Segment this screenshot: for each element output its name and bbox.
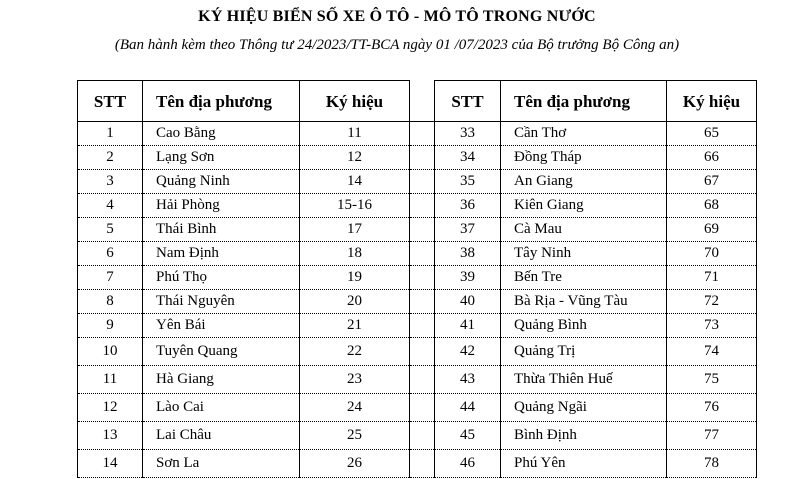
cell-code-right: 78 [667, 450, 757, 478]
cell-stt-right: 45 [435, 422, 501, 450]
cell-stt-right: 44 [435, 394, 501, 422]
column-gap-cell [410, 366, 435, 394]
column-gap-cell [410, 122, 435, 146]
cell-code-left: 17 [300, 218, 410, 242]
cell-name-left: Hải Phòng [143, 194, 300, 218]
cell-stt-right: 33 [435, 122, 501, 146]
cell-name-right: Bà Rịa - Vũng Tàu [501, 290, 667, 314]
column-gap-cell [410, 266, 435, 290]
cell-stt-left: 1 [78, 122, 143, 146]
column-gap-cell [410, 194, 435, 218]
header-stt-right: STT [435, 81, 501, 122]
cell-code-right: 77 [667, 422, 757, 450]
cell-code-left: 19 [300, 266, 410, 290]
cell-stt-left: 11 [78, 366, 143, 394]
cell-stt-right: 37 [435, 218, 501, 242]
column-gap [410, 81, 435, 122]
cell-name-right: Phú Yên [501, 450, 667, 478]
cell-code-left: 25 [300, 422, 410, 450]
cell-name-left: Yên Bái [143, 314, 300, 338]
table-row [78, 266, 757, 290]
cell-code-left: 11 [300, 122, 410, 146]
cell-code-left: 26 [300, 450, 410, 478]
column-gap-cell [410, 218, 435, 242]
cell-code-left: 15-16 [300, 194, 410, 218]
cell-code-right: 75 [667, 366, 757, 394]
cell-name-left: Phú Thọ [143, 266, 300, 290]
header-code-right: Ký hiệu [667, 81, 757, 122]
cell-stt-right: 46 [435, 450, 501, 478]
cell-stt-right: 34 [435, 146, 501, 170]
column-gap-cell [410, 290, 435, 314]
header-code-left: Ký hiệu [300, 81, 410, 122]
cell-name-right: Cà Mau [501, 218, 667, 242]
column-gap-cell [410, 314, 435, 338]
column-gap-cell [410, 146, 435, 170]
cell-code-right: 72 [667, 290, 757, 314]
cell-stt-left: 6 [78, 242, 143, 266]
table-row [78, 146, 757, 170]
cell-stt-right: 36 [435, 194, 501, 218]
cell-name-right: Bến Tre [501, 266, 667, 290]
cell-code-right: 73 [667, 314, 757, 338]
cell-stt-right: 40 [435, 290, 501, 314]
cell-code-right: 66 [667, 146, 757, 170]
cell-code-right: 70 [667, 242, 757, 266]
cell-name-right: Quảng Trị [501, 338, 667, 366]
cell-stt-left: 5 [78, 218, 143, 242]
cell-stt-left: 10 [78, 338, 143, 366]
cell-name-left: Lạng Sơn [143, 146, 300, 170]
column-gap-cell [410, 450, 435, 478]
cell-name-right: Kiên Giang [501, 194, 667, 218]
cell-name-left: Lào Cai [143, 394, 300, 422]
cell-code-right: 65 [667, 122, 757, 146]
cell-name-left: Sơn La [143, 450, 300, 478]
cell-code-left: 12 [300, 146, 410, 170]
table-row [78, 290, 757, 314]
table-row [78, 242, 757, 266]
cell-stt-right: 38 [435, 242, 501, 266]
table-header-row [78, 81, 757, 122]
cell-code-left: 22 [300, 338, 410, 366]
cell-stt-left: 13 [78, 422, 143, 450]
header-name-right: Tên địa phương [501, 81, 667, 122]
cell-stt-left: 7 [78, 266, 143, 290]
cell-code-right: 69 [667, 218, 757, 242]
table-row [78, 366, 757, 394]
column-gap-cell [410, 422, 435, 450]
cell-name-right: Tây Ninh [501, 242, 667, 266]
cell-stt-left: 3 [78, 170, 143, 194]
license-plate-table [77, 80, 757, 478]
cell-name-left: Thái Bình [143, 218, 300, 242]
cell-code-left: 20 [300, 290, 410, 314]
cell-name-left: Lai Châu [143, 422, 300, 450]
table-body [78, 122, 757, 478]
cell-name-left: Hà Giang [143, 366, 300, 394]
cell-code-left: 23 [300, 366, 410, 394]
table-row [78, 422, 757, 450]
cell-name-right: An Giang [501, 170, 667, 194]
cell-code-left: 21 [300, 314, 410, 338]
cell-code-right: 68 [667, 194, 757, 218]
cell-name-left: Thái Nguyên [143, 290, 300, 314]
cell-name-right: Đồng Tháp [501, 146, 667, 170]
cell-code-right: 67 [667, 170, 757, 194]
cell-stt-right: 43 [435, 366, 501, 394]
cell-code-right: 76 [667, 394, 757, 422]
table-row [78, 394, 757, 422]
cell-name-left: Cao Bằng [143, 122, 300, 146]
cell-name-left: Quảng Ninh [143, 170, 300, 194]
table-row [78, 218, 757, 242]
header-name-left: Tên địa phương [143, 81, 300, 122]
cell-stt-left: 2 [78, 146, 143, 170]
cell-stt-left: 8 [78, 290, 143, 314]
cell-stt-left: 9 [78, 314, 143, 338]
column-gap-cell [410, 394, 435, 422]
cell-code-right: 71 [667, 266, 757, 290]
cell-code-left: 24 [300, 394, 410, 422]
cell-name-left: Tuyên Quang [143, 338, 300, 366]
table-row [78, 338, 757, 366]
cell-stt-left: 14 [78, 450, 143, 478]
table-row [78, 194, 757, 218]
table-row [78, 170, 757, 194]
cell-stt-right: 41 [435, 314, 501, 338]
cell-stt-left: 12 [78, 394, 143, 422]
cell-name-right: Cần Thơ [501, 122, 667, 146]
header-stt-left: STT [78, 81, 143, 122]
cell-stt-left: 4 [78, 194, 143, 218]
table-row [78, 314, 757, 338]
document-title: KÝ HIỆU BIỂN SỐ XE Ô TÔ - MÔ TÔ TRONG NƯỚC [198, 8, 596, 25]
cell-name-right: Quảng Ngãi [501, 394, 667, 422]
cell-code-right: 74 [667, 338, 757, 366]
document-subtitle: (Ban hành kèm theo Thông tư 24/2023/TT-BCA ngày 01 /07/2023 của Bộ trưởng Bộ Công an) [114, 37, 680, 53]
cell-code-left: 18 [300, 242, 410, 266]
table-row [78, 450, 757, 478]
cell-name-right: Quảng Bình [501, 314, 667, 338]
cell-code-left: 14 [300, 170, 410, 194]
cell-name-right: Thừa Thiên Huế [501, 366, 667, 394]
column-gap-cell [410, 170, 435, 194]
cell-stt-right: 42 [435, 338, 501, 366]
cell-stt-right: 39 [435, 266, 501, 290]
column-gap-cell [410, 338, 435, 366]
cell-stt-right: 35 [435, 170, 501, 194]
column-gap-cell [410, 242, 435, 266]
cell-name-right: Bình Định [501, 422, 667, 450]
cell-name-left: Nam Định [143, 242, 300, 266]
table-row [78, 122, 757, 146]
